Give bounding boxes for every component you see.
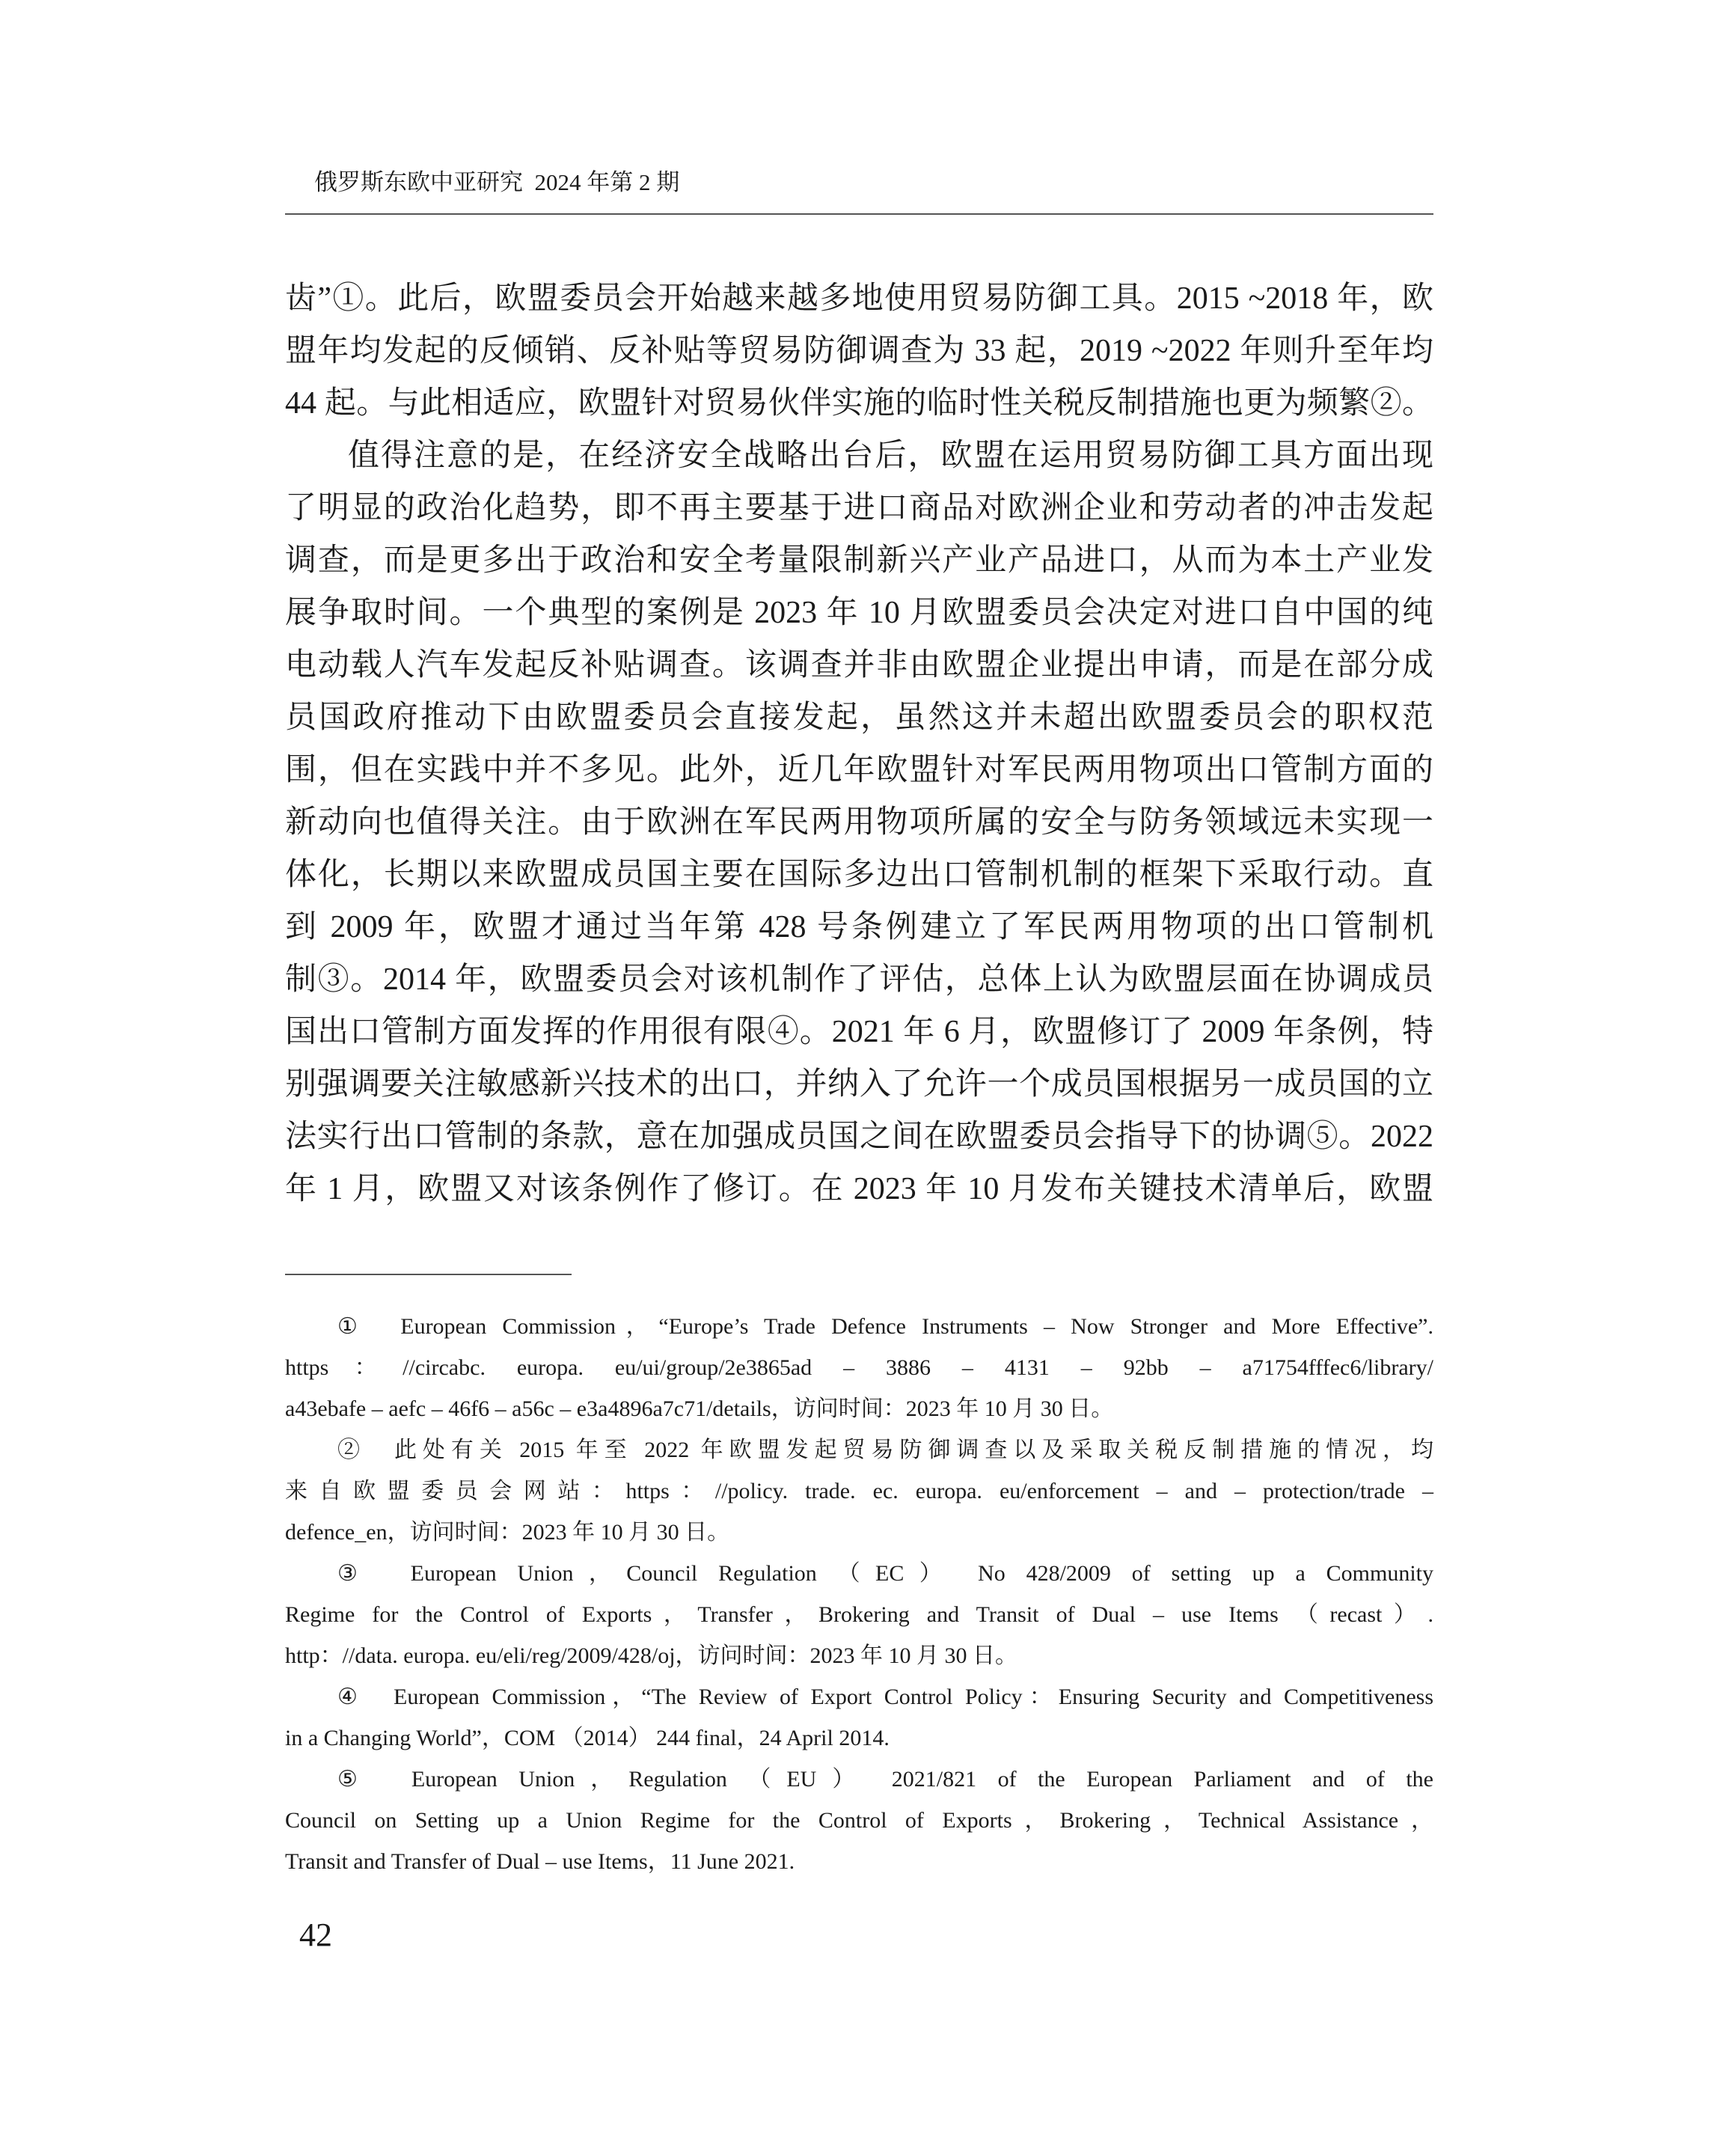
- body-line: 别强调要关注敏感新兴技术的出口，并纳入了允许一个成员国根据另一成员国的立: [285, 1067, 1433, 1102]
- body-line: 制③。2014 年，欧盟委员会对该机制作了评估，总体上认为欧盟层面在协调成员: [285, 962, 1433, 997]
- body-line: 齿”①。此后，欧盟委员会开始越来越多地使用贸易防御工具。2015 ~2018 年，欧: [285, 281, 1433, 316]
- body-line: 了明显的政治化趋势，即不再主要基于进口商品对欧洲企业和劳动者的冲击发起: [285, 491, 1433, 525]
- body-line: 国出口管制方面发挥的作用很有限④。2021 年 6 月，欧盟修订了 2009 年条例，特: [285, 1015, 1433, 1049]
- body-line: 盟年均发起的反倾销、反补贴等贸易防御调查为 33 起，2019 ~2022 年则升至年均: [285, 334, 1433, 368]
- body-line: 法实行出口管制的条款，意在加强成员国之间在欧盟委员会指导下的协调⑤。2022: [285, 1120, 1433, 1154]
- footnote-line: Transit and Transfer of Dual – use Items，11 June 2021.: [285, 1849, 795, 1874]
- footnote-line: Regime for the Control of Exports，Transfer，Brokering and Transit of Dual – use Items （recast）.: [285, 1602, 1433, 1627]
- footnote: [285, 1759, 1433, 1882]
- body-line: 围，但在实践中并不多见。此外，近几年欧盟针对军民两用物项出口管制方面的: [285, 753, 1433, 787]
- footnote-line: 来自欧盟委员会网站：https：//policy. trade. ec. europa. eu/enforcement – and – protection/trade –: [285, 1479, 1433, 1503]
- footnote-line: ⑤ European Union，Regulation （EU） 2021/821 of the European Parliament and of the: [337, 1767, 1433, 1792]
- body-line: 电动载人汽车发起反补贴调查。该调查并非由欧盟企业提出申请，而是在部分成: [285, 648, 1433, 682]
- footnote-line: https：//circabc. europa. eu/ui/group/2e3865ad – 3886 – 4131 – 92bb – a71754fffec6/library/: [285, 1355, 1433, 1380]
- footnote-line: Council on Setting up a Union Regime for the Control of Exports，Brokering，Technical Assistance，: [285, 1808, 1433, 1833]
- body-line: 年 1 月，欧盟又对该条例作了修订。在 2023 年 10 月发布关键技术清单后，欧盟: [285, 1172, 1433, 1206]
- body-line: 44 起。与此相适应，欧盟针对贸易伙伴实施的临时性关税反制措施也更为频繁②。: [285, 386, 1433, 421]
- footnote: [285, 1676, 1433, 1759]
- body-line: 体化，长期以来欧盟成员国主要在国际多边出口管制机制的框架下采取行动。直: [285, 858, 1433, 892]
- footnote-line: ① European Commission，“Europe’s Trade Defence Instruments – Now Stronger and More Effective”.: [337, 1314, 1433, 1339]
- body-line: 值得注意的是，在经济安全战略出台后，欧盟在运用贸易防御工具方面出现: [348, 439, 1433, 473]
- body-line: 展争取时间。一个典型的案例是 2023 年 10 月欧盟委员会决定对进口自中国的纯: [285, 596, 1433, 630]
- footnote-line: defence_en，访问时间：2023 年 10 月 30 日。: [285, 1520, 730, 1545]
- footnote-line: a43ebafe – aefc – 46f6 – a56c – e3a4896a7c71/details，访问时间：2023 年 10 月 30 日。: [285, 1396, 1114, 1421]
- running-header: 俄罗斯东欧中亚研究 2024 年第 2 期: [314, 169, 680, 195]
- body-line: 到 2009 年，欧盟才通过当年第 428 号条例建立了军民两用物项的出口管制机: [285, 910, 1433, 944]
- body-line: 新动向也值得关注。由于欧洲在军民两用物项所属的安全与防务领域远未实现一: [285, 805, 1433, 840]
- footnote: [285, 1553, 1433, 1676]
- body-line: 员国政府推动下由欧盟委员会直接发起，虽然这并未超出欧盟委员会的职权范: [285, 700, 1433, 735]
- footnote-line: ④ European Commission，“The Review of Export Control Policy：Ensuring Security and Competitiveness: [337, 1685, 1433, 1709]
- footnote-line: in a Changing World”，COM （2014） 244 final，24 April 2014.: [285, 1726, 890, 1750]
- footnote-rule: [285, 1274, 572, 1275]
- footnote: [285, 1306, 1433, 1429]
- body-text: [285, 272, 1433, 1215]
- footnote-line: ② 此处有关 2015 年至 2022 年欧盟发起贸易防御调查以及采取关税反制措施的情况，均: [337, 1438, 1433, 1462]
- body-line: 调查，而是更多出于政治和安全考量限制新兴产业产品进口，从而为本土产业发: [285, 543, 1433, 578]
- footnote-line: http：//data. europa. eu/eli/reg/2009/428/oj，访问时间：2023 年 10 月 30 日。: [285, 1643, 1018, 1668]
- footnotes: [285, 1306, 1433, 1882]
- footnote-line: ③ European Union，Council Regulation （EC） No 428/2009 of setting up a Community: [337, 1561, 1433, 1586]
- header-rule: [285, 213, 1433, 215]
- footnote: [285, 1429, 1433, 1553]
- page-number: 42: [299, 1917, 332, 1953]
